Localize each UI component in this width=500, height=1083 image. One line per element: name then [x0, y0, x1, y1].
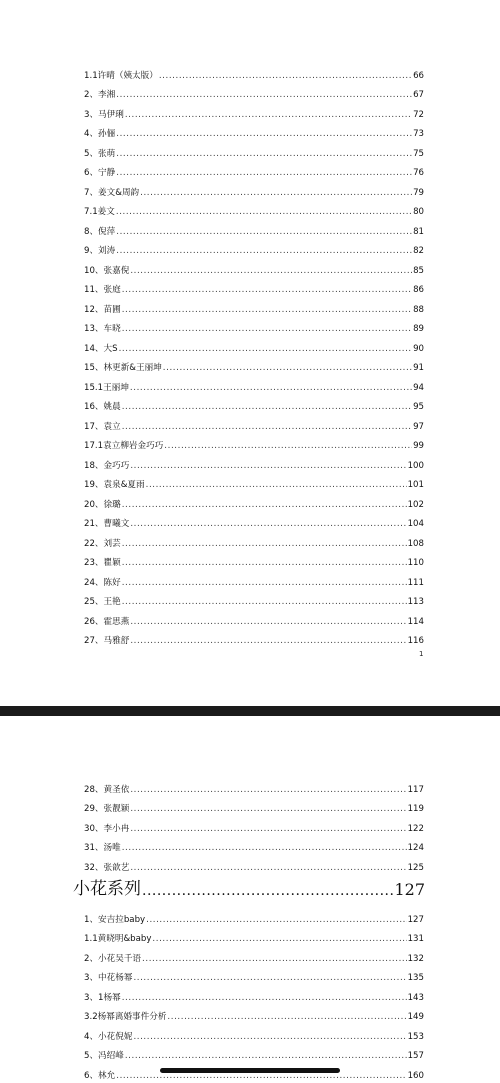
- toc-entry[interactable]: [84, 608, 424, 628]
- toc-entry-title: 20、徐璐: [84, 499, 121, 510]
- toc-entry-page: 124: [407, 843, 424, 853]
- toc-entry-page: 160: [407, 1070, 424, 1081]
- toc-entry-title: 25、王艳: [84, 597, 121, 607]
- toc-entry-title: 17.1袁立柳岩金巧巧: [84, 441, 164, 451]
- toc-entry-page: 94: [413, 382, 424, 393]
- toc-entry-title: 1、安吉拉baby: [84, 914, 146, 925]
- toc-entry[interactable]: [84, 965, 424, 985]
- toc-entry-page: 89: [413, 324, 424, 334]
- toc-entry[interactable]: [84, 335, 424, 355]
- toc-entry[interactable]: [84, 1004, 424, 1024]
- toc-entry-title: 12、苗圃: [84, 304, 121, 315]
- dot-leader: [119, 344, 412, 355]
- toc-entry-title: 19、袁泉&夏雨: [84, 480, 145, 490]
- toc-entry-page: 104: [407, 519, 424, 529]
- toc-entry-page: 86: [413, 285, 424, 295]
- toc-entry-title: 13、车晓: [84, 324, 121, 334]
- toc-entry[interactable]: [84, 511, 424, 531]
- toc-entry[interactable]: [84, 854, 424, 874]
- toc-entry-title: 28、黄圣依: [84, 784, 130, 795]
- dot-leader: [122, 993, 407, 1004]
- dot-leader: [130, 824, 406, 835]
- toc-entry[interactable]: [84, 491, 424, 511]
- toc-entry-title: 3、中花杨幂: [84, 973, 133, 983]
- toc-entry-title: 30、李小冉: [84, 823, 130, 834]
- dot-leader: [130, 804, 406, 815]
- toc-entry[interactable]: [84, 82, 424, 102]
- dot-leader: [133, 973, 406, 984]
- toc-entry[interactable]: [84, 199, 424, 219]
- toc-entry-page: 131: [407, 934, 424, 944]
- toc-entry-title: 23、瞿颖: [84, 558, 121, 568]
- toc-entry-page: 116: [407, 636, 424, 646]
- toc-entry-page: 97: [413, 421, 424, 432]
- dot-leader: [116, 149, 412, 160]
- section-page-number: 127: [394, 880, 425, 899]
- toc-entry[interactable]: [84, 452, 424, 472]
- dot-leader: [116, 168, 412, 179]
- toc-entry-title: 4、孙俪: [84, 129, 116, 139]
- toc-entry-page: 101: [407, 480, 424, 490]
- toc-entry-title: 14、大S: [84, 343, 118, 354]
- dot-leader: [122, 558, 407, 569]
- toc-entry[interactable]: [84, 160, 424, 180]
- toc-entry-title: 16、姚晨: [84, 402, 121, 412]
- toc-entry-page: 122: [407, 823, 424, 834]
- toc-entry[interactable]: [84, 296, 424, 316]
- toc-entry[interactable]: [84, 374, 424, 394]
- toc-entry-page: 88: [413, 304, 424, 315]
- toc-entry[interactable]: [84, 530, 424, 550]
- toc-entry-title: 5、张萌: [84, 148, 116, 159]
- toc-entry[interactable]: [84, 257, 424, 277]
- dot-leader: [125, 1051, 407, 1062]
- toc-entry[interactable]: [84, 355, 424, 375]
- toc-entry-title: 11、张庭: [84, 285, 121, 295]
- dot-leader: [122, 285, 412, 296]
- toc-entry[interactable]: [84, 277, 424, 297]
- toc-entry-page: 143: [407, 992, 424, 1003]
- toc-entry-title: 7.1姜文: [84, 207, 115, 217]
- toc-entry[interactable]: [84, 926, 424, 946]
- dot-leader: [116, 90, 412, 101]
- toc-entry-page: 76: [413, 168, 424, 178]
- toc-entry-title: 31、汤唯: [84, 843, 121, 853]
- dot-leader: [130, 461, 406, 472]
- toc-entry[interactable]: [84, 589, 424, 609]
- dot-leader: [116, 227, 412, 238]
- toc-entry-title: 2、李湘: [84, 90, 116, 100]
- toc-entry-title: 8、倪萍: [84, 226, 116, 237]
- dot-leader: [164, 441, 412, 452]
- page-number: 1: [419, 650, 424, 658]
- toc-entry[interactable]: [84, 316, 424, 336]
- dot-leader: [163, 363, 412, 374]
- dot-leader: [122, 305, 412, 316]
- toc-entry-page: 135: [407, 973, 424, 983]
- toc-entry-page: 90: [413, 343, 424, 354]
- toc-entry-page: 73: [413, 129, 424, 139]
- toc-entry-page: 117: [407, 784, 424, 795]
- toc-entry-page: 67: [413, 90, 424, 100]
- dot-leader: [122, 578, 407, 589]
- dot-leader: [122, 597, 407, 608]
- dot-leader: [122, 539, 407, 550]
- toc-entry[interactable]: [84, 62, 424, 82]
- dot-leader: [133, 1032, 406, 1043]
- dot-leader: [130, 617, 406, 628]
- toc-entry[interactable]: [84, 945, 424, 965]
- dot-leader: [122, 500, 407, 511]
- toc-entry-title: 18、金巧巧: [84, 460, 130, 471]
- toc-list: [84, 776, 424, 874]
- toc-entry-title: 5、冯绍峰: [84, 1051, 124, 1061]
- toc-entry-page: 127: [407, 914, 424, 925]
- toc-entry[interactable]: [84, 121, 424, 141]
- dot-leader: [116, 129, 412, 140]
- toc-entry-title: 6、宁静: [84, 168, 116, 178]
- dot-leader: [130, 266, 412, 277]
- toc-entry-page: 108: [407, 538, 424, 549]
- dot-leader: [130, 863, 406, 874]
- toc-entry-title: 9、刘涛: [84, 246, 116, 256]
- toc-entry-page: 79: [413, 187, 424, 198]
- toc-entry-page: 95: [413, 402, 424, 412]
- toc-entry[interactable]: [84, 433, 424, 453]
- dot-leader: [142, 954, 407, 965]
- toc-entry-page: 99: [413, 441, 424, 451]
- toc-entry[interactable]: [84, 569, 424, 589]
- toc-entry-page: 119: [407, 804, 424, 814]
- toc-entry[interactable]: [84, 238, 424, 258]
- dot-leader: [146, 915, 406, 926]
- toc-entry-title: 10、张嘉倪: [84, 265, 130, 276]
- toc-entry-title: 2、小花吴千语: [84, 953, 142, 964]
- dot-leader: [142, 882, 393, 900]
- toc-entry-page: 100: [407, 460, 424, 471]
- toc-entry-title: 3、1杨幂: [84, 992, 121, 1003]
- toc-entry[interactable]: [84, 472, 424, 492]
- toc-entry-page: 75: [413, 148, 424, 159]
- toc-entry[interactable]: [84, 101, 424, 121]
- toc-section-heading[interactable]: [73, 876, 425, 900]
- dot-leader: [130, 636, 406, 647]
- toc-entry-title: 3.2杨幂离婚事件分析: [84, 1012, 167, 1022]
- toc-entry-title: 29、张靓颖: [84, 804, 130, 814]
- dot-leader: [146, 480, 407, 491]
- toc-entry-title: 22、刘芸: [84, 538, 121, 549]
- toc-entry-title: 17、袁立: [84, 421, 121, 432]
- toc-entry[interactable]: [84, 835, 424, 855]
- dot-leader: [122, 422, 412, 433]
- toc-entry-page: 72: [413, 109, 424, 120]
- toc-entry[interactable]: [84, 796, 424, 816]
- dot-leader: [130, 383, 412, 394]
- dot-leader: [116, 246, 412, 257]
- dot-leader: [122, 324, 412, 335]
- toc-entry-page: 110: [407, 558, 424, 568]
- page-separator: [0, 706, 500, 716]
- toc-entry[interactable]: [84, 628, 424, 648]
- toc-entry[interactable]: [84, 815, 424, 835]
- dot-leader: [125, 110, 412, 121]
- toc-entry-title: 4、小花倪妮: [84, 1031, 133, 1042]
- toc-entry[interactable]: [84, 984, 424, 1004]
- toc-entry-page: 80: [413, 207, 424, 217]
- dot-leader: [122, 402, 412, 413]
- toc-entry-title: 1.1黄晓明&baby: [84, 934, 152, 944]
- dot-leader: [130, 785, 406, 796]
- toc-entry-title: 27、马雅舒: [84, 636, 130, 646]
- toc-entry-page: 153: [407, 1031, 424, 1042]
- toc-entry[interactable]: [84, 906, 424, 926]
- toc-entry[interactable]: [84, 394, 424, 414]
- toc-entry[interactable]: [84, 140, 424, 160]
- toc-entry-page: 85: [413, 265, 424, 276]
- dot-leader: [122, 843, 407, 854]
- toc-entry-title: 6、林允: [84, 1070, 116, 1081]
- toc-entry-page: 157: [407, 1051, 424, 1061]
- toc-entry-page: 114: [407, 616, 424, 627]
- toc-list: [84, 906, 424, 1082]
- toc-entry-title: 32、张歆艺: [84, 862, 130, 873]
- toc-entry[interactable]: [84, 179, 424, 199]
- toc-entry-title: 1.1许晴（姨太版）: [84, 70, 158, 81]
- toc-entry[interactable]: [84, 1023, 424, 1043]
- toc-entry-page: 91: [413, 363, 424, 373]
- dot-leader: [167, 1012, 406, 1023]
- toc-entry-title: 26、霍思燕: [84, 616, 130, 627]
- toc-entry-title: 21、曹曦文: [84, 519, 130, 529]
- dot-leader: [130, 519, 406, 530]
- toc-entry-title: 24、陈好: [84, 577, 121, 588]
- toc-entry[interactable]: [84, 776, 424, 796]
- toc-list: [84, 62, 424, 647]
- toc-entry-title: 15.1王丽坤: [84, 382, 129, 393]
- toc-entry-page: 111: [407, 577, 424, 588]
- toc-entry-page: 113: [407, 597, 424, 607]
- section-title: 小花系列: [73, 879, 141, 899]
- toc-entry-page: 132: [407, 953, 424, 964]
- dot-leader: [159, 71, 412, 82]
- toc-entry-page: 81: [413, 226, 424, 237]
- toc-entry-title: 15、林更新&王丽坤: [84, 363, 162, 373]
- toc-entry-page: 149: [407, 1012, 424, 1022]
- toc-entry[interactable]: [84, 413, 424, 433]
- toc-entry-page: 102: [407, 499, 424, 510]
- toc-entry-title: 7、姜文&周韵: [84, 187, 140, 198]
- toc-entry[interactable]: [84, 1043, 424, 1063]
- dot-leader: [140, 188, 412, 199]
- toc-entry-title: 3、马伊琍: [84, 109, 124, 120]
- dot-leader: [116, 207, 412, 218]
- toc-entry-page: 66: [413, 70, 424, 81]
- dot-leader: [152, 934, 406, 945]
- toc-entry-page: 82: [413, 246, 424, 256]
- home-indicator[interactable]: [160, 1068, 340, 1073]
- toc-entry[interactable]: [84, 218, 424, 238]
- toc-entry[interactable]: [84, 550, 424, 570]
- toc-entry-page: 125: [407, 862, 424, 873]
